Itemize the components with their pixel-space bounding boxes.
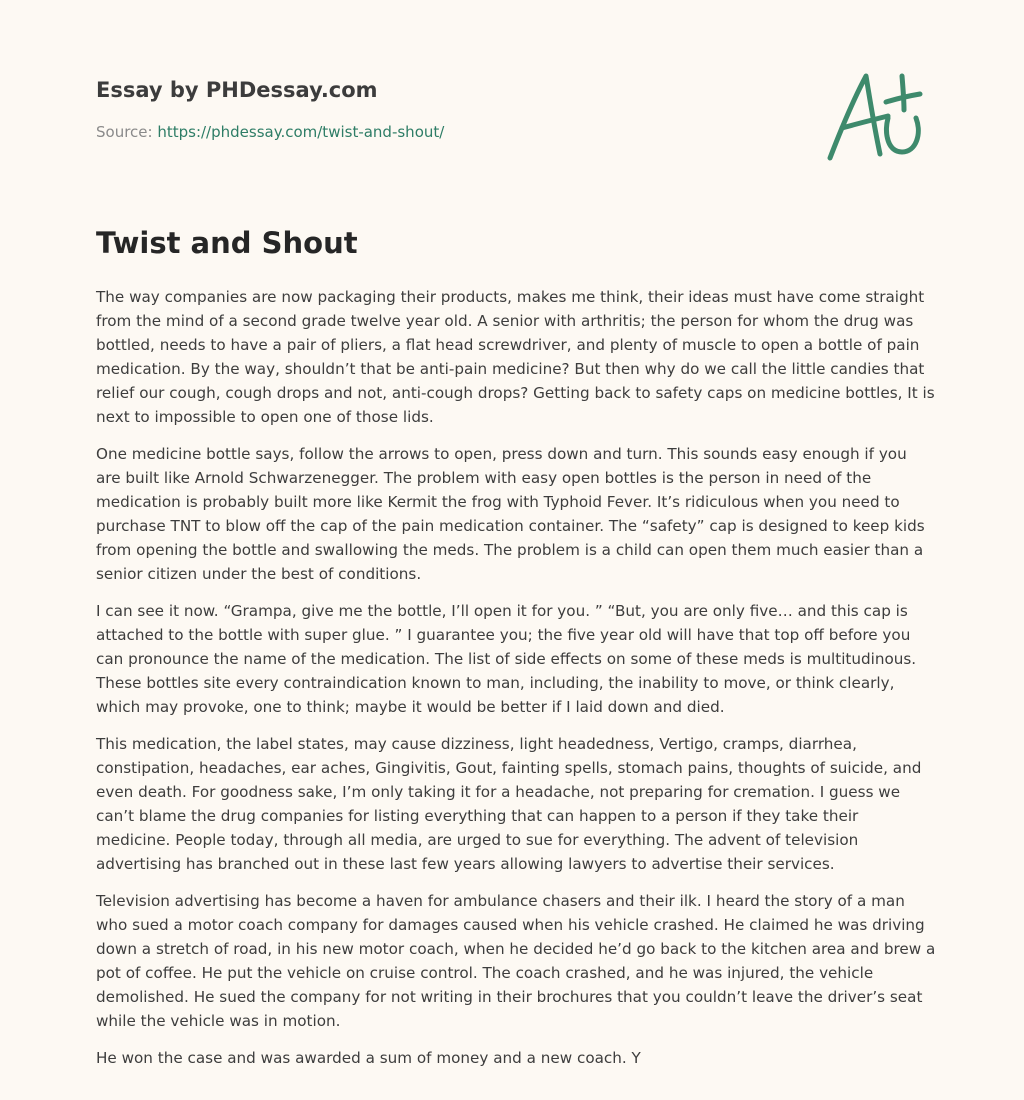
essay-paragraph: Television advertising has become a haven for ambulance chasers and their ilk. I heard the story of a man who sued a motor coach company for damages caused when his vehicle crashed. He claimed he was driving down a stretch of road, in his new motor coach, when he decided he’d go back to the kitchen area and brew a pot of coffee. He put the vehicle on cruise control. The coach crashed, and he was injured, the vehicle demolished. He sued the company for not writing in their brochures that you couldn’t leave the driver’s seat while the vehicle was in motion. [96,892,936,1030]
source-line [96,123,444,141]
essay-paragraph: I can see it now. “Grampa, give me the bottle, I’ll open it for you. ” “But, you are only five… and this cap is attached to the bottle with super glue. ” I guarantee you; the five year old will have that top off before you can pronounce the name of the medication. The list of side effects on some of these meds is multitudinous. These bottles site every contraindication known to man, including, the inability to move, or think clearly, which may provoke, one to think; maybe it would be better if I laid down and died. [96,602,917,716]
essay-paragraph: This medication, the label states, may cause dizziness, light headedness, Vertigo, cramps, diarrhea, constipation, headaches, ear aches, Gingivitis, Gout, fainting spells, stomach pains, thoughts of suicide, and even death. For goodness sake, I’m only taking it for a headache, not preparing for cremation. I guess we can’t blame the drug companies for listing everything that can happen to a person if they take their medicine. People today, through all media, are urged to sue for everything. The advent of television advertising has branched out in these last few years allowing lawyers to advertise their services. [96,735,922,873]
essay-body [96,285,936,1083]
essay-title: Twist and Shout [96,226,358,260]
essay-paragraph: One medicine bottle says, follow the arrows to open, press down and turn. This sounds easy enough if you are built like Arnold Schwarzenegger. The problem with easy open bottles is the person in need of the medication is probably built more like Kermit the frog with Typhoid Fever. It’s ridiculous when you need to purchase TNT to blow off the cap of the pain medication container. The “safety” cap is designed to keep kids from opening the bottle and swallowing the meds. The problem is a child can open them much easier than a senior citizen under the best of conditions. [96,445,925,583]
essay-paragraph: He won the case and was awarded a sum of money and a new coach. Y [96,1049,641,1067]
essay-paragraph: The way companies are now packaging their products, makes me think, their ideas must have come straight from the mind of a second grade twelve year old. A senior with arthritis; the person for whom the drug was bottled, needs to have a pair of pliers, a flat head screwdriver, and plenty of muscle to open a bottle of pain medication. By the way, shouldn’t that be anti-pain medicine? But then why do we call the little candies that relief our cough, cough drops and not, anti-cough drops? Getting back to safety caps on medicine bottles, It is next to impossible to open one of those lids. [96,288,935,426]
a-plus-logo-icon [826,70,926,162]
source-label: Source: [96,123,158,141]
brand-title: Essay by PHDessay.com [96,78,378,102]
source-link[interactable]: https://phdessay.com/twist-and-shout/ [157,123,445,141]
